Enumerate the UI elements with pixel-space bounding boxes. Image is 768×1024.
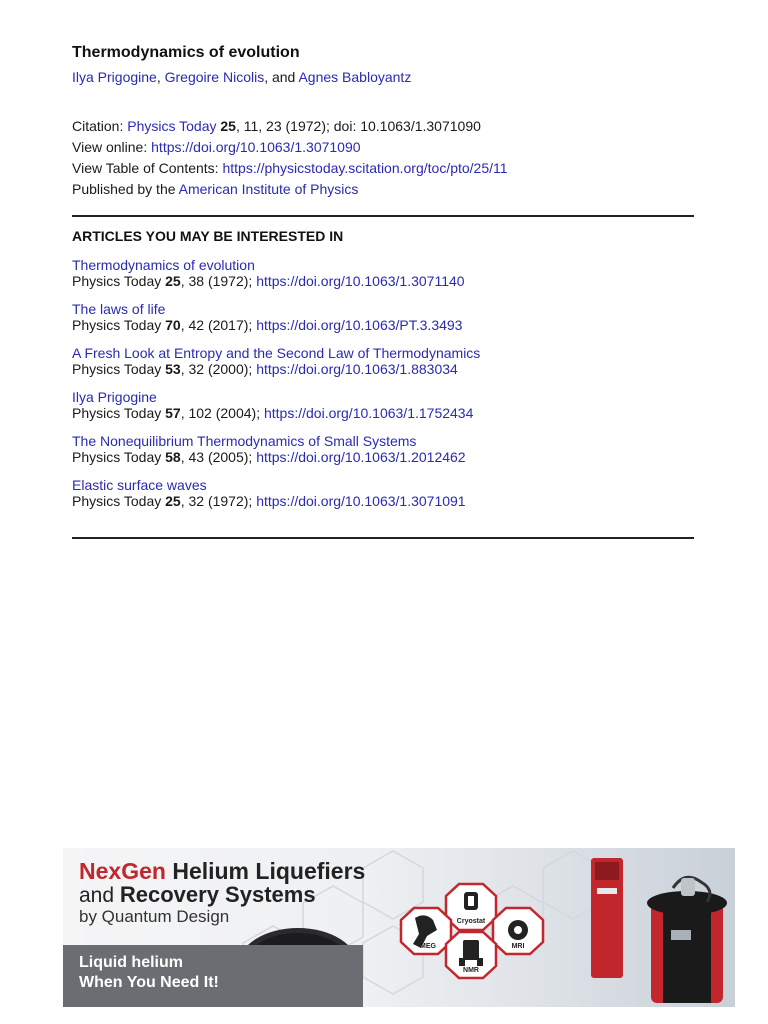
related-article-citation: [72, 405, 473, 421]
related-article-journal: Physics Today: [72, 317, 166, 333]
related-article-doi-link[interactable]: https://doi.org/10.1063/1.3071140: [256, 273, 465, 289]
banner-subheadline: [79, 882, 316, 908]
citation-rest: , 11, 23 (1972); doi: 10.1063/1.3071090: [235, 118, 481, 134]
view-online-link[interactable]: https://doi.org/10.1063/1.3071090: [151, 139, 361, 155]
related-article-citation: [72, 361, 480, 377]
related-article-title-link[interactable]: Ilya Prigogine: [72, 389, 157, 405]
related-article-journal: Physics Today: [72, 449, 166, 465]
toc-line: [72, 159, 508, 177]
banner-tagline-2: When You Need It!: [79, 974, 219, 991]
publisher-link[interactable]: American Institute of Physics: [178, 181, 359, 197]
interested-heading: ARTICLES YOU MAY BE INTERESTED IN: [72, 228, 344, 244]
related-article-citation: [72, 273, 465, 289]
publisher-line: [72, 180, 358, 198]
related-article-volume: 58: [165, 449, 181, 465]
related-article: [72, 389, 473, 421]
related-article-doi-link[interactable]: https://doi.org/10.1063/1.883034: [256, 361, 458, 377]
related-article-title-link[interactable]: The laws of life: [72, 301, 166, 317]
related-article-doi-link[interactable]: https://doi.org/10.1063/1.3071091: [256, 493, 466, 509]
related-article-volume: 53: [165, 361, 181, 377]
banner-brand: NexGen: [79, 858, 166, 884]
citation-volume: 25: [220, 118, 236, 134]
divider-bottom: [72, 537, 694, 539]
banner-headline: [79, 858, 365, 885]
banner-byline: by Quantum Design: [79, 907, 230, 926]
article-title: Thermodynamics of evolution: [72, 44, 300, 61]
related-article-title-link[interactable]: A Fresh Look at Entropy and the Second Law of Thermodynamics: [72, 345, 481, 361]
author-list: [72, 69, 411, 85]
related-article-doi-link[interactable]: https://doi.org/10.1063/1.1752434: [263, 405, 474, 421]
related-article-citation: [72, 317, 462, 333]
related-article-citation: [72, 449, 466, 465]
author-separator: , and: [264, 69, 299, 85]
advertisement-banner[interactable]: [63, 848, 735, 1007]
hex-label-mri: MRI: [511, 943, 525, 950]
related-article-details: , 38 (1972);: [180, 273, 257, 289]
related-article-volume: 25: [165, 273, 181, 289]
related-article-doi-link[interactable]: https://doi.org/10.1063/PT.3.3493: [256, 317, 463, 333]
related-article-title-link[interactable]: Elastic surface waves: [72, 477, 207, 493]
related-article-title-link[interactable]: The Nonequilibrium Thermodynamics of Small Systems: [72, 433, 417, 449]
view-online-line: [72, 138, 361, 156]
related-article-doi-link[interactable]: https://doi.org/10.1063/1.2012462: [256, 449, 466, 465]
banner-headline-rest: Helium Liquefiers: [165, 858, 366, 884]
toc-link[interactable]: https://physicstoday.scitation.org/toc/pto/25/11: [222, 160, 508, 176]
related-article-journal: Physics Today: [72, 405, 166, 421]
related-article: [72, 301, 462, 333]
related-article-title-link[interactable]: Thermodynamics of evolution: [72, 257, 255, 273]
related-article-journal: Physics Today: [72, 361, 166, 377]
related-article-details: , 32 (1972);: [180, 493, 257, 509]
divider-top: [72, 215, 694, 217]
hex-label-nmr: NMR: [463, 967, 479, 974]
related-article-details: , 32 (2000);: [180, 361, 257, 377]
citation-label: Citation:: [72, 118, 128, 134]
journal-link[interactable]: Physics Today: [127, 118, 217, 134]
related-article: [72, 477, 466, 509]
related-article: [72, 345, 480, 377]
related-article-journal: Physics Today: [72, 493, 166, 509]
view-online-label: View online:: [72, 139, 152, 155]
related-article-details: , 42 (2017);: [180, 317, 257, 333]
author-link-prigogine[interactable]: Ilya Prigogine: [72, 69, 157, 85]
related-article-volume: 57: [165, 405, 181, 421]
related-article-journal: Physics Today: [72, 273, 166, 289]
banner-recovery: Recovery Systems: [119, 882, 316, 907]
related-article-citation: [72, 493, 466, 509]
related-article: [72, 257, 465, 289]
related-article-details: , 43 (2005);: [180, 449, 257, 465]
related-article-details: , 102 (2004);: [180, 405, 264, 421]
banner-and: and: [79, 884, 120, 907]
related-article: [72, 433, 466, 465]
author-link-nicolis[interactable]: Gregoire Nicolis: [164, 69, 265, 85]
hex-label-cryostat: Cryostat: [456, 918, 486, 925]
related-article-volume: 70: [165, 317, 181, 333]
author-link-babloyantz[interactable]: Agnes Babloyantz: [298, 69, 412, 85]
hex-label-meg: MEG: [420, 943, 436, 950]
author-separator: ,: [156, 69, 165, 85]
citation-line: [72, 117, 481, 135]
related-article-volume: 25: [165, 493, 181, 509]
publisher-label: Published by the: [72, 181, 179, 197]
banner-tagline-1: Liquid helium: [79, 954, 183, 971]
toc-label: View Table of Contents:: [72, 160, 223, 176]
